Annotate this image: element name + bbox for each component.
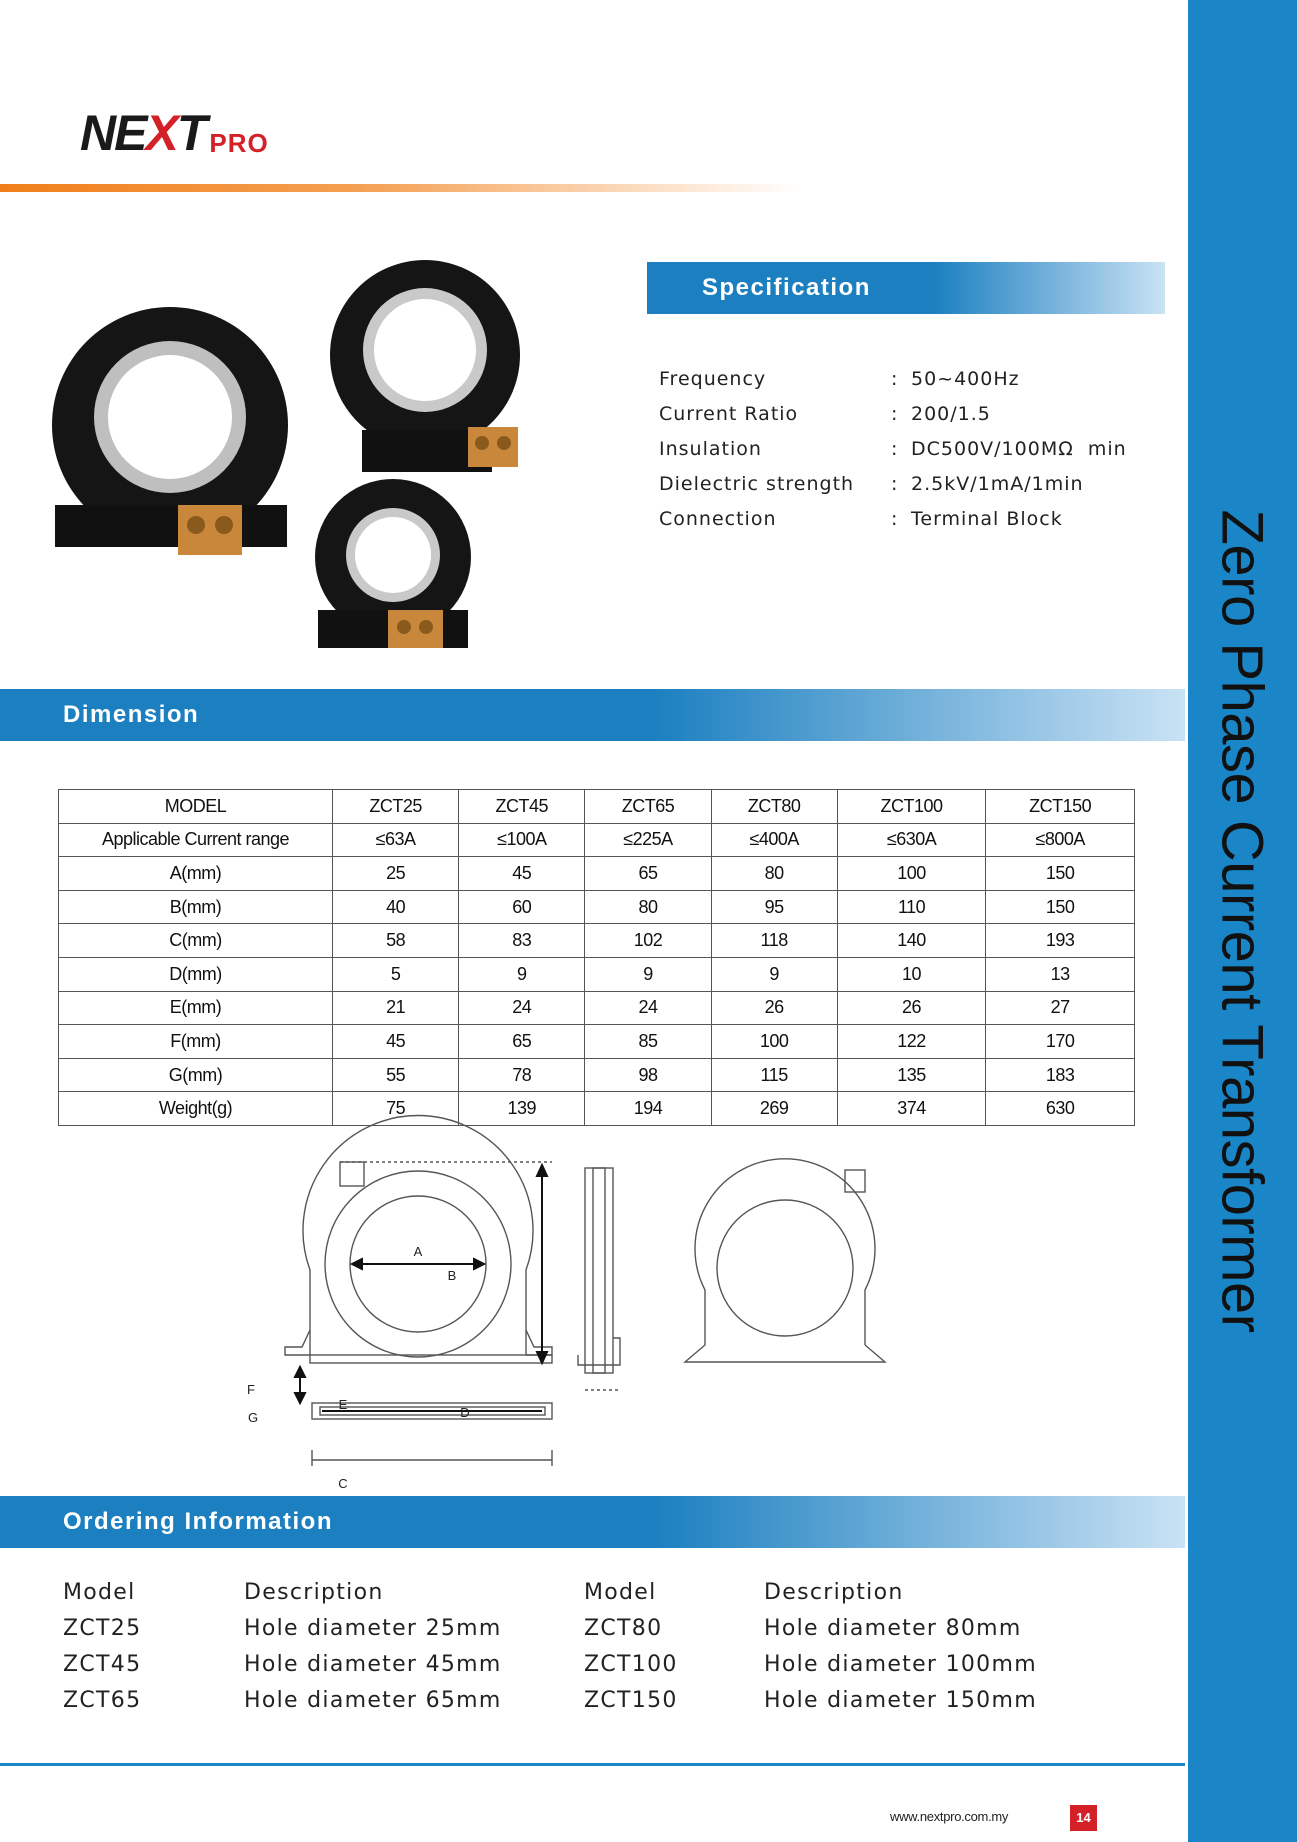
dimension-drawing <box>247 1160 920 1491</box>
table-cell: 630 <box>986 1092 1135 1126</box>
table-cell: 269 <box>711 1092 837 1126</box>
table-cell: 26 <box>837 991 986 1025</box>
table-cell: ≤400A <box>711 823 837 857</box>
table-cell: 100 <box>711 1025 837 1059</box>
table-cell: 122 <box>837 1025 986 1059</box>
back-view-hole <box>717 1200 853 1336</box>
header-rule <box>0 184 800 192</box>
ordering-table <box>63 1580 1163 1724</box>
ordering-description: Hole diameter 100mm <box>764 1652 1037 1677</box>
spec-value: 200/1.5 <box>911 403 991 425</box>
ordering-header: Ordering Information <box>0 1496 1185 1548</box>
label-f: F <box>247 1382 255 1397</box>
table-cell: 110 <box>837 890 986 924</box>
table-cell: 135 <box>837 1058 986 1092</box>
table-cell: 55 <box>333 1058 459 1092</box>
table-cell: 80 <box>585 890 711 924</box>
table-cell: ≤800A <box>986 823 1135 857</box>
table-cell: 140 <box>837 924 986 958</box>
table-cell: ZCT100 <box>837 790 986 824</box>
table-row-label: D(mm) <box>59 957 333 991</box>
table-cell: 150 <box>986 857 1135 891</box>
spec-value: 50~400Hz <box>911 368 1020 390</box>
front-view-body <box>303 1115 533 1355</box>
table-row-label: C(mm) <box>59 924 333 958</box>
table-cell: 139 <box>459 1092 585 1126</box>
dimension-table-body <box>59 790 1135 1126</box>
side-view-body <box>585 1168 613 1373</box>
table-row <box>59 823 1135 857</box>
table-row <box>59 1058 1135 1092</box>
table-cell: 21 <box>333 991 459 1025</box>
table-cell: 24 <box>585 991 711 1025</box>
ordering-description: Hole diameter 25mm <box>244 1616 502 1641</box>
table-row <box>59 957 1135 991</box>
ordering-row <box>63 1688 1163 1724</box>
dimension-table <box>58 789 1135 1126</box>
table-header-row <box>59 790 1135 824</box>
spec-colon: : <box>891 473 899 495</box>
back-view-body <box>695 1159 875 1345</box>
spec-label: Dielectric strength <box>659 473 855 495</box>
table-cell: 9 <box>711 957 837 991</box>
table-row <box>59 890 1135 924</box>
table-row-label: E(mm) <box>59 991 333 1025</box>
spec-colon: : <box>891 368 899 390</box>
ordering-model: Model <box>584 1580 657 1605</box>
table-cell: 78 <box>459 1058 585 1092</box>
table-cell: 9 <box>459 957 585 991</box>
table-cell: 58 <box>333 924 459 958</box>
table-cell: 9 <box>585 957 711 991</box>
ordering-description: Description <box>764 1580 904 1605</box>
table-cell: 183 <box>986 1058 1135 1092</box>
spec-label: Insulation <box>659 438 762 460</box>
front-view-feet <box>285 1330 552 1355</box>
table-cell: 98 <box>585 1058 711 1092</box>
table-cell: 40 <box>333 890 459 924</box>
ordering-description: Hole diameter 150mm <box>764 1688 1037 1713</box>
table-cell: ≤225A <box>585 823 711 857</box>
back-view-terminal <box>845 1170 865 1192</box>
ordering-header-row <box>63 1580 1163 1616</box>
label-c: C <box>338 1476 348 1491</box>
footer-rule <box>0 1763 1185 1766</box>
spec-colon: : <box>891 508 899 530</box>
footer-url[interactable]: www.nextpro.com.my <box>890 1809 1009 1824</box>
ordering-row <box>63 1616 1163 1652</box>
table-cell: 65 <box>459 1025 585 1059</box>
ordering-row <box>63 1652 1163 1688</box>
ordering-model: ZCT45 <box>63 1652 142 1677</box>
table-cell: ≤63A <box>333 823 459 857</box>
table-cell: 60 <box>459 890 585 924</box>
table-cell: ≤630A <box>837 823 986 857</box>
back-view-base <box>685 1345 885 1362</box>
label-b: B <box>447 1268 457 1283</box>
front-view-terminal <box>340 1162 364 1186</box>
table-cell: 118 <box>711 924 837 958</box>
table-cell: 80 <box>711 857 837 891</box>
specification-header: Specification <box>647 262 1165 314</box>
table-row-label: F(mm) <box>59 1025 333 1059</box>
label-d: D <box>460 1405 470 1420</box>
spec-colon: : <box>891 403 899 425</box>
table-cell: 45 <box>459 857 585 891</box>
table-row-label: MODEL <box>59 790 333 824</box>
table-cell: 115 <box>711 1058 837 1092</box>
logo-ne: NE <box>80 105 146 161</box>
spec-row-connection <box>659 508 1159 543</box>
table-row <box>59 1092 1135 1126</box>
ordering-model: ZCT25 <box>63 1616 142 1641</box>
table-cell: 170 <box>986 1025 1135 1059</box>
ordering-model: ZCT65 <box>63 1688 142 1713</box>
ordering-description: Hole diameter 45mm <box>244 1652 502 1677</box>
spec-colon: : <box>891 438 899 460</box>
ordering-model: ZCT150 <box>584 1688 678 1713</box>
table-cell: 194 <box>585 1092 711 1126</box>
table-cell: 83 <box>459 924 585 958</box>
table-cell: ZCT80 <box>711 790 837 824</box>
table-cell: 13 <box>986 957 1135 991</box>
table-cell: 24 <box>459 991 585 1025</box>
table-cell: 75 <box>333 1092 459 1126</box>
table-row-label: Applicable Current range <box>59 823 333 857</box>
table-cell: ZCT25 <box>333 790 459 824</box>
table-cell: 10 <box>837 957 986 991</box>
label-a: A <box>413 1244 423 1259</box>
product-photo <box>50 255 590 675</box>
ordering-description: Hole diameter 80mm <box>764 1616 1022 1641</box>
table-row <box>59 991 1135 1025</box>
table-cell: ≤100A <box>459 823 585 857</box>
table-cell: 26 <box>711 991 837 1025</box>
table-row <box>59 924 1135 958</box>
spec-label: Frequency <box>659 368 767 390</box>
spec-row-insulation <box>659 438 1159 473</box>
spec-row-frequency <box>659 368 1159 403</box>
table-row-label: B(mm) <box>59 890 333 924</box>
table-cell: ZCT45 <box>459 790 585 824</box>
ct-small <box>315 479 471 648</box>
ordering-description: Description <box>244 1580 384 1605</box>
table-cell: 374 <box>837 1092 986 1126</box>
table-row <box>59 857 1135 891</box>
spec-row-dielectric-strength <box>659 473 1159 508</box>
spec-value: DC500V/100MΩ min <box>911 438 1127 460</box>
table-cell: 65 <box>585 857 711 891</box>
table-cell: ZCT150 <box>986 790 1135 824</box>
logo-pro: PRO <box>209 128 269 158</box>
table-cell: 193 <box>986 924 1135 958</box>
table-cell: 150 <box>986 890 1135 924</box>
page-title: Zero Phase Current Transformer <box>1209 509 1275 1333</box>
ordering-model: Model <box>63 1580 136 1605</box>
table-row <box>59 1025 1135 1059</box>
table-cell: 95 <box>711 890 837 924</box>
spec-value: 2.5kV/1mA/1min <box>911 473 1084 495</box>
ct-medium <box>330 260 520 472</box>
logo-x: X <box>145 105 177 161</box>
spec-value: Terminal Block <box>911 508 1063 530</box>
spec-row-current-ratio <box>659 403 1159 438</box>
page-number: 14 <box>1070 1805 1097 1831</box>
ct-large <box>52 307 288 555</box>
logo-wordmark <box>80 105 206 161</box>
table-cell: 5 <box>333 957 459 991</box>
dimension-header: Dimension <box>0 689 1185 741</box>
table-row-label: A(mm) <box>59 857 333 891</box>
table-row-label: Weight(g) <box>59 1092 333 1126</box>
label-e: E <box>338 1397 348 1412</box>
brand-logo <box>80 105 269 161</box>
ordering-description: Hole diameter 65mm <box>244 1688 502 1713</box>
spec-label: Connection <box>659 508 777 530</box>
table-cell: 25 <box>333 857 459 891</box>
table-cell: 45 <box>333 1025 459 1059</box>
specification-list <box>659 368 1159 543</box>
ordering-model: ZCT100 <box>584 1652 678 1677</box>
spec-label: Current Ratio <box>659 403 799 425</box>
table-cell: 100 <box>837 857 986 891</box>
logo-t: T <box>176 105 206 161</box>
table-cell: 27 <box>986 991 1135 1025</box>
table-cell: 85 <box>585 1025 711 1059</box>
label-g: G <box>247 1410 259 1425</box>
table-cell: ZCT65 <box>585 790 711 824</box>
ordering-model: ZCT80 <box>584 1616 663 1641</box>
table-cell: 102 <box>585 924 711 958</box>
table-row-label: G(mm) <box>59 1058 333 1092</box>
side-view-foot <box>578 1338 620 1365</box>
